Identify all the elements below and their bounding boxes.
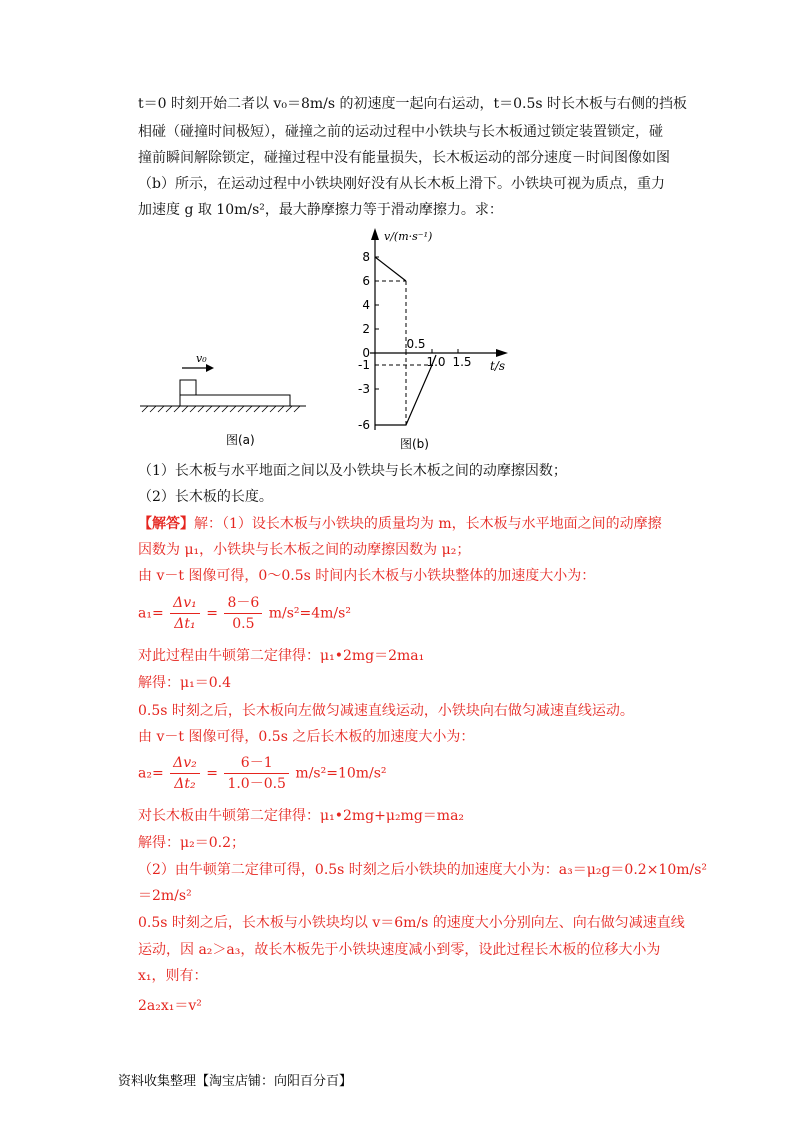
a1-rhs: m/s²=4m/s² [268, 605, 351, 622]
v-axis-label: v/(m·s⁻¹) [384, 230, 433, 243]
a1-denominator: Δt₁ [174, 616, 196, 632]
a1-fraction-1 [170, 594, 200, 633]
velocity-label: v₀ [196, 352, 207, 365]
solution-line-10: （2）由牛顿第二定律可得，0.5s 时刻之后小铁块的加速度大小为：a₃＝μ₂g＝0.2×10m/s² [138, 862, 708, 878]
problem-line-4: （b）所示，在运动过程中小铁块刚好没有从长木板上滑下。小铁块可视为质点，重力 [138, 176, 665, 192]
solution-line-1 [138, 514, 662, 534]
figure-a-caption: 图(a) [226, 433, 255, 447]
a2-fraction-2 [224, 754, 289, 793]
y-tick-minus-3: -3 [358, 382, 370, 396]
a2-rhs: m/s²=10m/s² [295, 765, 387, 782]
solution-tag: 【解答】 [138, 516, 194, 532]
solution-line-11: ＝2m/s² [138, 888, 192, 904]
solution-line-6: 0.5s 时刻之后，长木板向左做匀减速直线运动，小铁块向右做匀减速直线运动。 [138, 703, 634, 719]
a1-fraction-2 [224, 594, 262, 633]
x-tick-1-5: 1.5 [452, 355, 472, 369]
solution-line-8: 对长木板由牛顿第二定律得：μ₁•2mg+μ₂mg＝ma₂ [138, 808, 465, 824]
problem-line-3: 撞前瞬间解除锁定，碰撞过程中没有能量损失，长木板运动的部分速度－时间图像如图 [138, 150, 670, 166]
a2-numerator-2: 6－1 [224, 754, 289, 774]
y-tick-2: 2 [362, 322, 370, 336]
t-axis-label: t/s [490, 359, 506, 373]
long-board [180, 395, 290, 406]
solution-line-5: 解得：μ₁＝0.4 [138, 675, 231, 691]
equation-a1 [138, 594, 351, 633]
a1-numerator-2: 8－6 [224, 594, 262, 614]
solution-line-9: 解得：μ₂＝0.2； [138, 835, 245, 851]
iron-block [180, 380, 196, 395]
a1-lhs: a₁= [138, 605, 164, 622]
y-tick-6: 6 [362, 274, 370, 288]
x-tick-0-5: 0.5 [406, 337, 426, 351]
solution-line-12: 0.5s 时刻之后，长木板与小铁块均以 v＝6m/s 的速度大小分别向左、向右做匀减速直线 [138, 915, 685, 931]
y-tick-0: 0 [362, 346, 370, 360]
question-2: （2）长木板的长度。 [138, 489, 273, 505]
question-1: （1）长木板与水平地面之间以及小铁块与长木板之间的动摩擦因数； [138, 463, 567, 479]
solution-line-7: 由 v－t 图像可得，0.5s 之后长木板的加速度大小为： [138, 729, 475, 745]
footer-source: 资料收集整理【淘宝店铺：向阳百分百】 [118, 1074, 353, 1089]
solution-line-13: 运动，因 a₂＞a₃，故长木板先于小铁块速度减小到零，设此过程长木板的位移大小为 [138, 942, 661, 958]
a2-fraction-1 [170, 754, 200, 793]
a1-denominator-2: 0.5 [232, 616, 255, 632]
x-tick-1-0: 1.0 [426, 355, 446, 369]
solution-line-4: 对此过程由牛顿第二定律得：μ₁•2mg＝2ma₁ [138, 648, 425, 664]
solution-line-2: 因数为 μ₁，小铁块与长木板之间的动摩擦因数为 μ₂； [138, 542, 471, 558]
problem-line-2: 相碰（碰撞时间极短），碰撞之前的运动过程中小铁块与长木板通过锁定装置锁定，碰 [138, 124, 663, 140]
equation-a2 [138, 754, 387, 793]
solution-line-15: 2a₂x₁＝v² [138, 998, 202, 1014]
y-tick-minus-1: -1 [358, 358, 370, 372]
a1-equals: = [206, 605, 218, 622]
a2-denominator: Δt₂ [174, 776, 196, 792]
figure-b-vt-graph [330, 222, 530, 456]
a1-numerator: Δv₁ [170, 594, 200, 614]
a2-numerator: Δv₂ [170, 754, 200, 774]
a2-denominator-2: 1.0－0.5 [227, 776, 286, 792]
solution-line-14: x₁，则有： [138, 968, 208, 984]
vt-line-segment-1 [375, 257, 406, 281]
figure-a [138, 340, 308, 450]
y-tick-4: 4 [362, 298, 370, 312]
problem-line-1: t＝0 时刻开始二者以 v₀＝8m/s 的初速度一起向右运动，t＝0.5s 时长木板与右侧的挡板 [138, 96, 688, 112]
figure-b-caption: 图(b) [400, 437, 429, 451]
y-tick-minus-6: -6 [358, 418, 370, 432]
a2-equals: = [206, 765, 218, 782]
y-tick-8: 8 [362, 250, 370, 264]
solution-line-3: 由 v－t 图像可得，0～0.5s 时间内长木板与小铁块整体的加速度大小为： [138, 568, 596, 584]
problem-line-5: 加速度 g 取 10m/s²，最大静摩擦力等于滑动摩擦力。求： [138, 202, 503, 218]
solution-text-1: 解：（1）设长木板与小铁块的质量均为 m，长木板与水平地面之间的动摩擦 [194, 516, 662, 532]
a2-lhs: a₂= [138, 765, 164, 782]
